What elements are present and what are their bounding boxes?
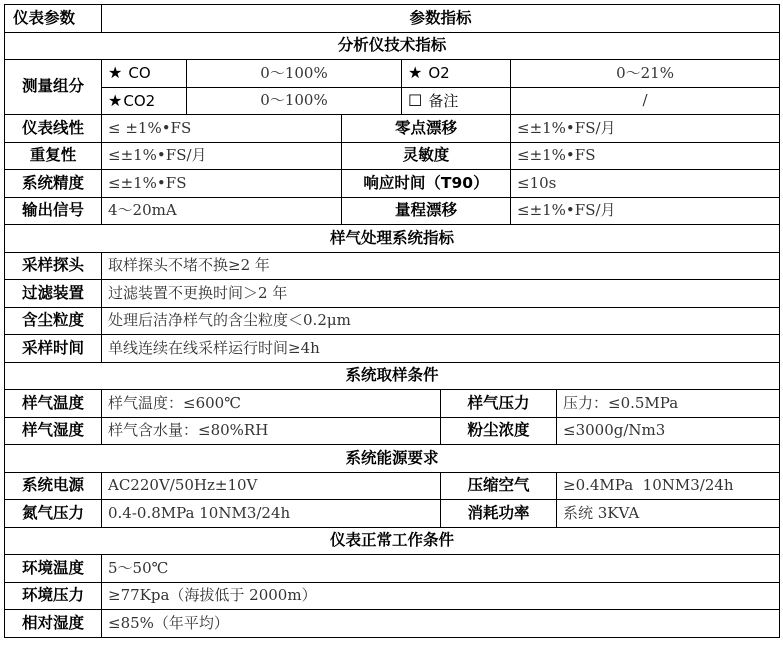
spec-label: 响应时间（T90） bbox=[342, 170, 511, 198]
spec-label: 系统精度 bbox=[5, 170, 102, 198]
sampling-row bbox=[5, 335, 780, 363]
work-value: ≤85%（年平均） bbox=[102, 610, 780, 638]
spec-label: 量程漂移 bbox=[342, 197, 511, 225]
energy-label: 氮气压力 bbox=[5, 500, 102, 528]
component-name: CO bbox=[128, 64, 151, 83]
checkbox-empty-icon: ☐ bbox=[408, 90, 423, 110]
component-cell bbox=[102, 87, 187, 115]
condition-value: 压力：≤0.5MPa bbox=[557, 390, 780, 418]
spec-value: ≤±1%•FS/月 bbox=[511, 115, 780, 143]
spec-row bbox=[5, 115, 780, 143]
section-sampling-row bbox=[5, 225, 780, 253]
condition-label: 样气压力 bbox=[441, 390, 557, 418]
section-analyzer-row bbox=[5, 32, 780, 60]
star-filled-icon: ★ bbox=[108, 90, 123, 110]
condition-label: 样气温度 bbox=[5, 390, 102, 418]
sampling-row bbox=[5, 252, 780, 280]
sampling-label: 采样探头 bbox=[5, 252, 102, 280]
energy-row bbox=[5, 472, 780, 500]
section-conditions-row bbox=[5, 362, 780, 390]
energy-row bbox=[5, 500, 780, 528]
spec-table bbox=[4, 4, 780, 638]
sampling-row bbox=[5, 307, 780, 335]
spec-value: ≤ ±1%•FS bbox=[102, 115, 342, 143]
spec-row bbox=[5, 197, 780, 225]
work-row bbox=[5, 555, 780, 583]
section-title-analyzer: 分析仪技术指标 bbox=[5, 32, 780, 60]
component-name: CO2 bbox=[123, 91, 156, 110]
spec-value: ≤10s bbox=[511, 170, 780, 198]
spec-row bbox=[5, 142, 780, 170]
spec-value: ≤±1%•FS bbox=[511, 142, 780, 170]
section-title-conditions: 系统取样条件 bbox=[5, 362, 780, 390]
spec-label: 仪表线性 bbox=[5, 115, 102, 143]
energy-value: 系统 3KVA bbox=[557, 500, 780, 528]
spec-value: ≤±1%•FS/月 bbox=[511, 197, 780, 225]
measure-row-1 bbox=[5, 60, 780, 88]
work-value: 5～50℃ bbox=[102, 555, 780, 583]
section-title-sampling: 样气处理系统指标 bbox=[5, 225, 780, 253]
work-label: 环境温度 bbox=[5, 555, 102, 583]
work-row bbox=[5, 610, 780, 638]
header-row bbox=[5, 5, 780, 33]
component-range: 0～100% bbox=[187, 87, 402, 115]
component-cell bbox=[102, 60, 187, 88]
work-value: ≥77Kpa（海拔低于 2000m） bbox=[102, 582, 780, 610]
sampling-value: 过滤装置不更换时间＞2 年 bbox=[102, 280, 780, 308]
condition-label: 粉尘浓度 bbox=[441, 417, 557, 445]
component-name: 备注 bbox=[428, 91, 459, 110]
measure-label: 测量组分 bbox=[5, 60, 102, 115]
section-work-row bbox=[5, 527, 780, 555]
energy-value: 0.4-0.8MPa 10NM3/24h bbox=[102, 500, 441, 528]
energy-value: ≥0.4MPa 10NM3/24h bbox=[557, 472, 780, 500]
sampling-label: 含尘粒度 bbox=[5, 307, 102, 335]
spec-value: 4～20mA bbox=[102, 197, 342, 225]
header-param-label: 仪表参数 bbox=[5, 5, 102, 33]
condition-value: 样气含水量：≤80%RH bbox=[102, 417, 441, 445]
energy-label: 系统电源 bbox=[5, 472, 102, 500]
sampling-value: 单线连续在线采样运行时间≥4h bbox=[102, 335, 780, 363]
component-name: O2 bbox=[428, 64, 450, 83]
component-range: / bbox=[511, 87, 780, 115]
sampling-row bbox=[5, 280, 780, 308]
measure-row-2 bbox=[5, 87, 780, 115]
header-spec-label: 参数指标 bbox=[102, 5, 780, 33]
energy-label: 消耗功率 bbox=[441, 500, 557, 528]
energy-value: AC220V/50Hz±10V bbox=[102, 472, 441, 500]
spec-label: 零点漂移 bbox=[342, 115, 511, 143]
section-energy-row bbox=[5, 445, 780, 473]
component-range: 0～21% bbox=[511, 60, 780, 88]
section-title-work: 仪表正常工作条件 bbox=[5, 527, 780, 555]
star-filled-icon: ★ bbox=[108, 63, 123, 83]
condition-value: 样气温度：≤600℃ bbox=[102, 390, 441, 418]
condition-row bbox=[5, 390, 780, 418]
condition-row bbox=[5, 417, 780, 445]
work-row bbox=[5, 582, 780, 610]
spec-label: 重复性 bbox=[5, 142, 102, 170]
component-range: 0～100% bbox=[187, 60, 402, 88]
component-cell bbox=[402, 60, 511, 88]
work-label: 相对湿度 bbox=[5, 610, 102, 638]
component-cell bbox=[402, 87, 511, 115]
sampling-value: 处理后洁净样气的含尘粒度＜0.2μm bbox=[102, 307, 780, 335]
condition-label: 样气湿度 bbox=[5, 417, 102, 445]
section-title-energy: 系统能源要求 bbox=[5, 445, 780, 473]
spec-value: ≤±1%•FS/月 bbox=[102, 142, 342, 170]
spec-label: 输出信号 bbox=[5, 197, 102, 225]
spec-value: ≤±1%•FS bbox=[102, 170, 342, 198]
spec-label: 灵敏度 bbox=[342, 142, 511, 170]
condition-value: ≤3000g/Nm3 bbox=[557, 417, 780, 445]
sampling-value: 取样探头不堵不换≥2 年 bbox=[102, 252, 780, 280]
star-filled-icon: ★ bbox=[408, 63, 423, 83]
energy-label: 压缩空气 bbox=[441, 472, 557, 500]
work-label: 环境压力 bbox=[5, 582, 102, 610]
spec-row bbox=[5, 170, 780, 198]
sampling-label: 采样时间 bbox=[5, 335, 102, 363]
sampling-label: 过滤装置 bbox=[5, 280, 102, 308]
